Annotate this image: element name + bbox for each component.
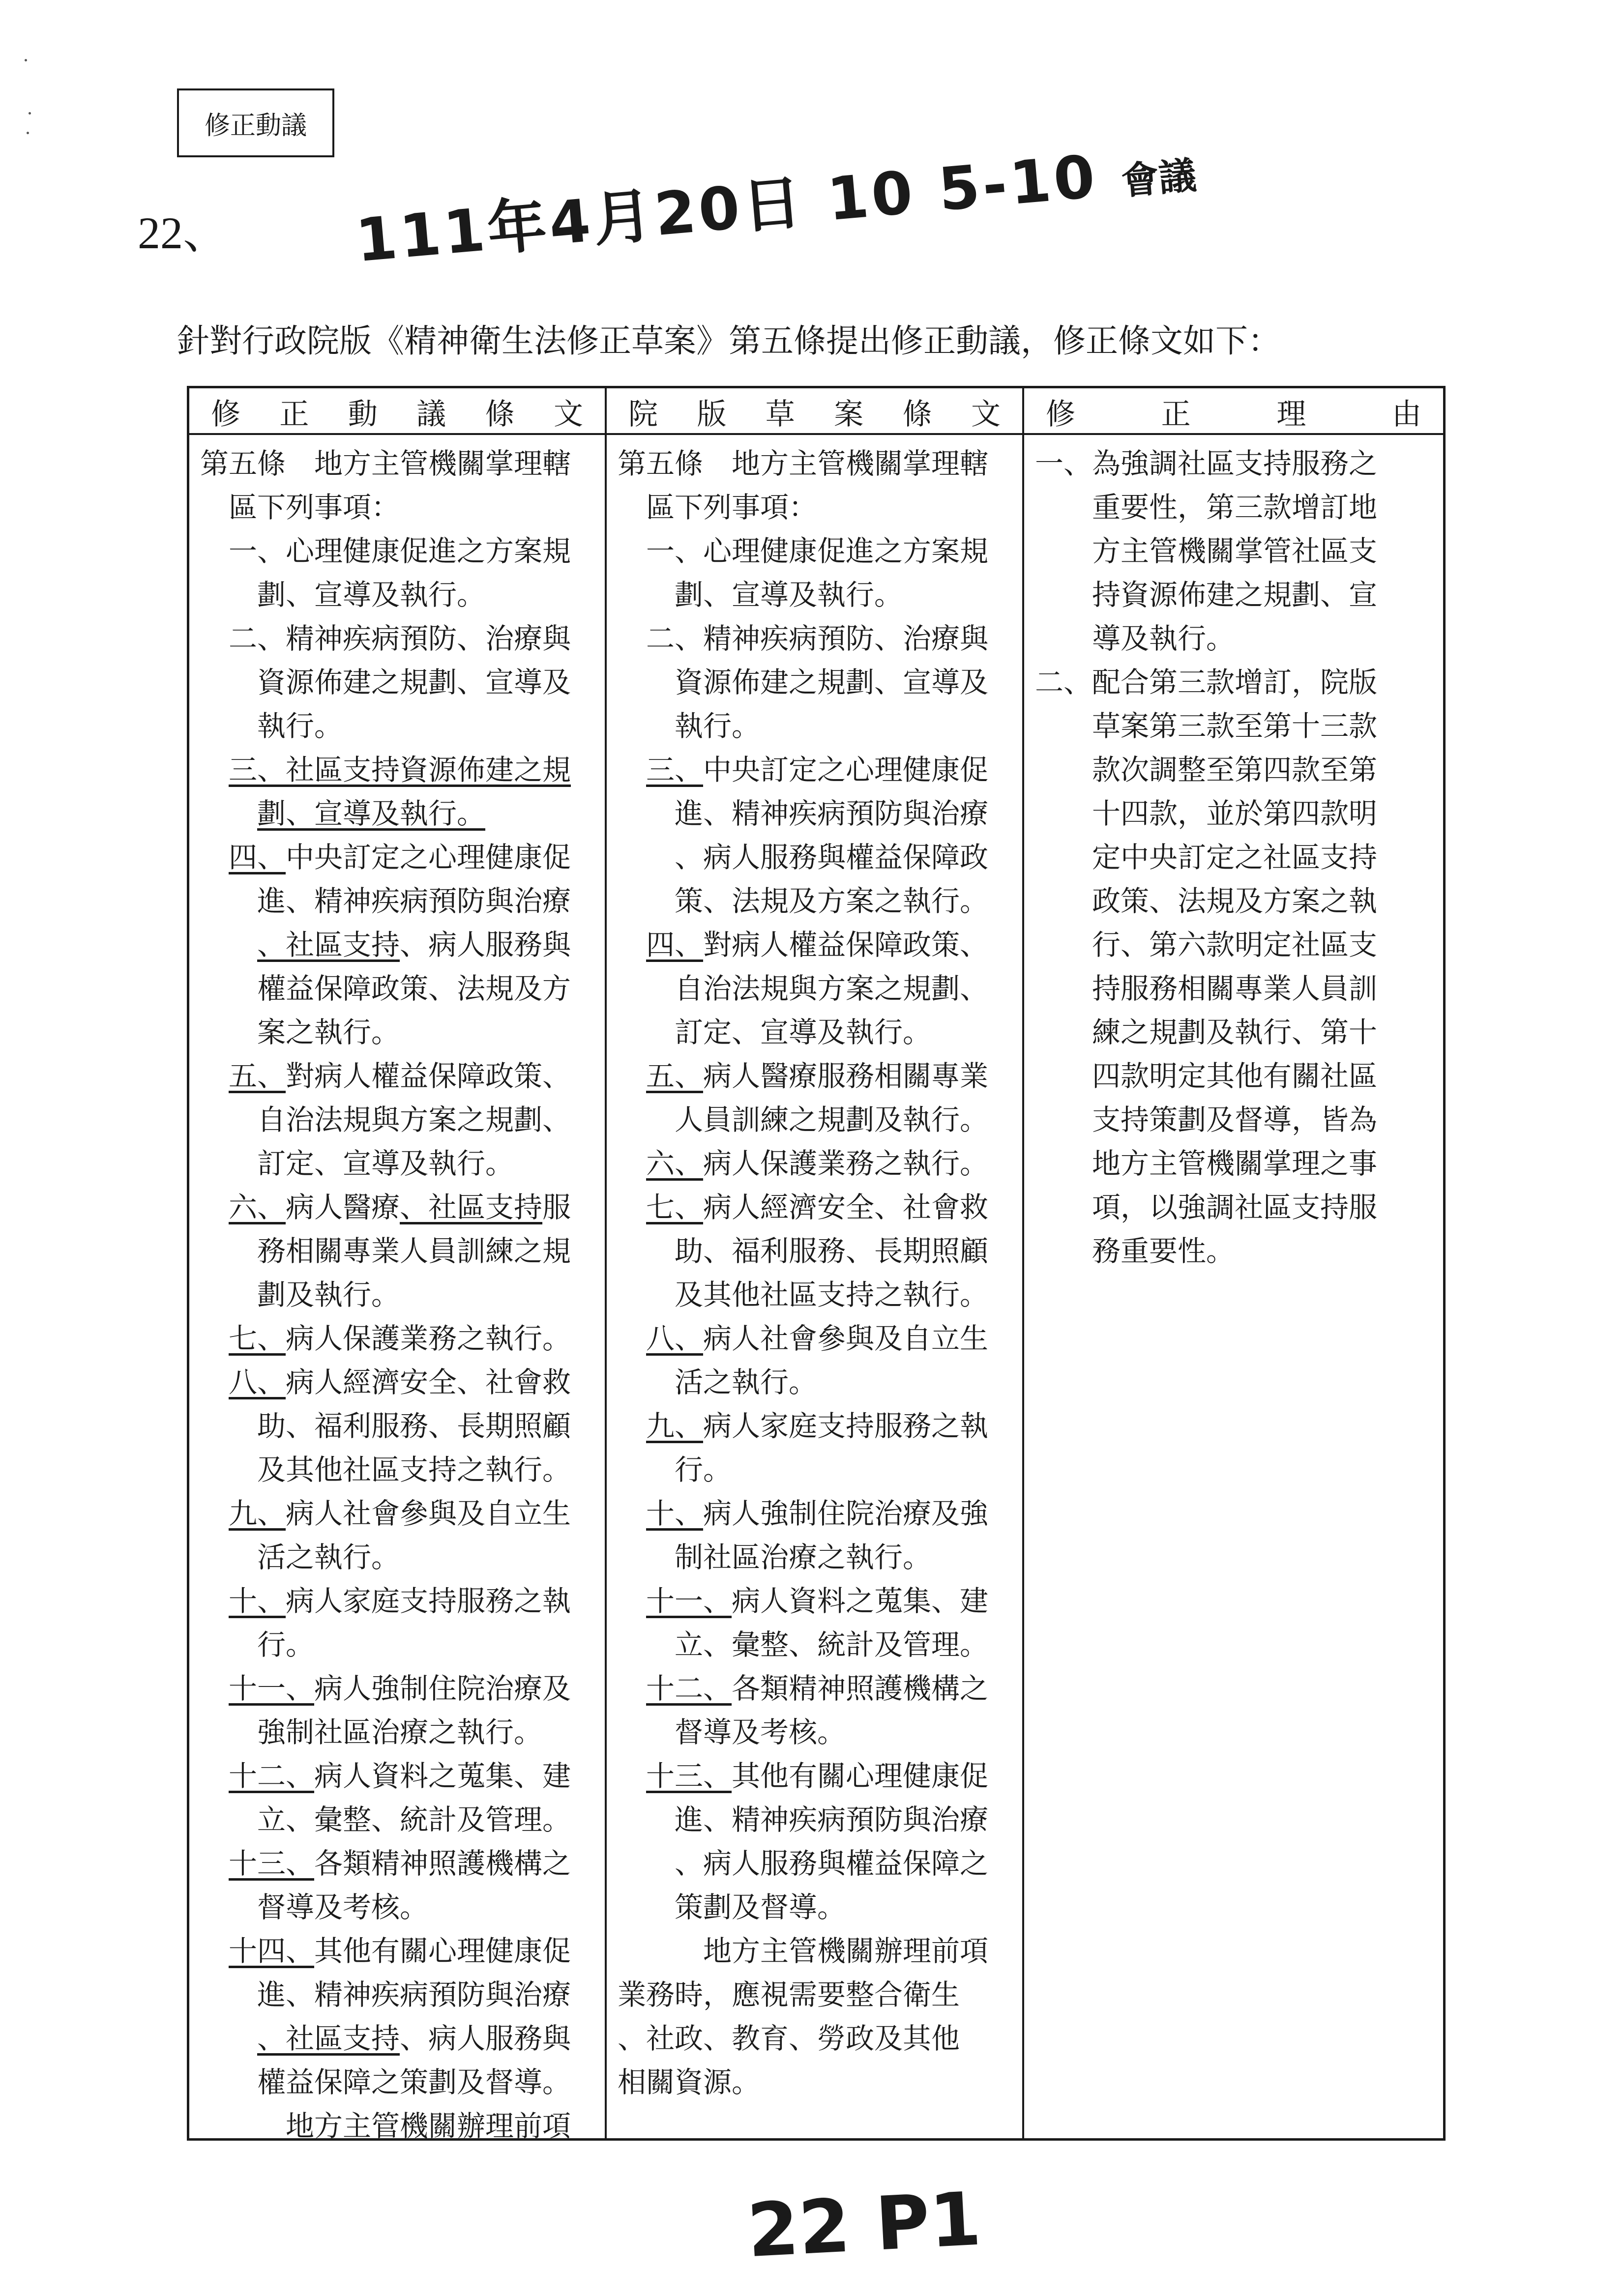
text-segment: 第五條 地方主管機關掌理轄 xyxy=(618,447,989,480)
text-segment: 病人資料之蒐集、建 xyxy=(732,1584,989,1618)
header-char: 正 xyxy=(279,397,309,432)
text-line xyxy=(200,1448,594,1492)
text-segment: 四款明定其他有關社區 xyxy=(1035,1059,1378,1093)
meeting-stamp: 會議 xyxy=(1120,153,1198,203)
text-line xyxy=(1035,879,1432,923)
amended-text-segment: 九、 xyxy=(646,1409,704,1443)
text-segment: 一、心理健康促進之方案規 xyxy=(200,534,571,568)
text-segment: 對病人權益保障政策、 xyxy=(703,928,989,961)
text-line xyxy=(618,1973,1011,2017)
text-line xyxy=(200,1011,594,1054)
text-segment: 二、精神疾病預防、治療與 xyxy=(200,622,571,655)
text-line xyxy=(200,1273,594,1317)
text-segment: 地方主管機關辦理前項 xyxy=(200,2109,571,2143)
text-segment xyxy=(618,1191,646,1224)
text-line xyxy=(1035,1011,1432,1054)
amended-text-segment: 四、 xyxy=(646,928,704,961)
motion-label: 修正動議 xyxy=(204,111,307,141)
text-line xyxy=(200,442,594,486)
text-line xyxy=(618,1404,1011,1448)
amended-text-segment: 三、社區支持資源佈建之規 xyxy=(229,753,571,786)
text-segment: 中央訂定之心理健康促 xyxy=(286,841,571,874)
text-line xyxy=(200,1361,594,1404)
text-segment: 及其他社區支持之執行。 xyxy=(200,1453,571,1486)
text-segment xyxy=(618,1059,646,1093)
scan-speck xyxy=(29,112,31,115)
text-segment xyxy=(618,753,646,786)
text-line xyxy=(1035,1098,1432,1142)
text-line xyxy=(618,1667,1011,1711)
header-char: 理 xyxy=(1276,397,1306,432)
amended-text-segment: 六、 xyxy=(646,1147,704,1180)
text-line xyxy=(618,442,1011,486)
text-line xyxy=(200,1492,594,1536)
text-line xyxy=(1035,529,1432,573)
text-line xyxy=(618,1798,1011,1842)
text-line xyxy=(618,1361,1011,1404)
text-segment: 病人經濟安全、社會救 xyxy=(703,1191,989,1224)
text-segment: 制社區治療之執行。 xyxy=(618,1540,932,1574)
reason-column xyxy=(1024,435,1443,2138)
text-segment: 、病人服務與權益保障政 xyxy=(618,841,989,874)
text-segment: 中央訂定之心理健康促 xyxy=(703,753,989,786)
text-segment xyxy=(618,1147,646,1180)
amended-text-segment: 九、 xyxy=(229,1497,286,1530)
text-line xyxy=(200,1054,594,1098)
text-line xyxy=(200,573,594,617)
header-char: 條 xyxy=(485,397,515,432)
text-segment: 支持策劃及督導，皆為 xyxy=(1035,1103,1378,1136)
text-segment: 病人社會參與及自立生 xyxy=(703,1322,989,1355)
text-segment: 練之規劃及執行、第十 xyxy=(1035,1016,1378,1049)
text-line xyxy=(618,1142,1011,1186)
amended-text-segment: 劃、宣導及執行。 xyxy=(257,797,486,830)
header-char: 正 xyxy=(1161,397,1191,432)
text-line xyxy=(200,617,594,661)
text-line xyxy=(200,2061,594,2104)
text-line xyxy=(618,2017,1011,2061)
amended-text-segment: 十二、 xyxy=(229,1759,315,1793)
text-line xyxy=(618,1492,1011,1536)
text-line xyxy=(200,1142,594,1186)
handwritten-page-number: 22 P1 xyxy=(745,2176,983,2274)
text-line xyxy=(618,967,1011,1011)
text-segment: 人員訓練之規劃及執行。 xyxy=(618,1103,989,1136)
text-segment: 、病人服務與權益保障之 xyxy=(618,1847,989,1880)
text-segment: 二、配合第三款增訂，院版 xyxy=(1035,666,1378,699)
text-segment: 定中央訂定之社區支持 xyxy=(1035,841,1378,874)
text-segment xyxy=(200,928,257,961)
text-segment: 地方主管機關辦理前項 xyxy=(618,1934,989,1968)
text-line xyxy=(618,1229,1011,1273)
text-line xyxy=(200,1711,594,1754)
text-line xyxy=(1035,617,1432,661)
text-segment: 各類精神照護機構之 xyxy=(732,1672,989,1705)
amended-text-segment: 七、 xyxy=(229,1322,286,1355)
text-line xyxy=(200,1536,594,1579)
text-line xyxy=(618,1317,1011,1361)
amended-text-segment: 十、 xyxy=(229,1584,286,1618)
text-segment: 政策、法規及方案之執 xyxy=(1035,884,1378,918)
amended-text-segment: 六、 xyxy=(229,1191,286,1224)
text-segment xyxy=(618,1322,646,1355)
text-line xyxy=(1035,661,1432,704)
text-line xyxy=(618,704,1011,748)
text-segment: 第五條 地方主管機關掌理轄 xyxy=(200,447,571,480)
text-line xyxy=(618,1623,1011,1667)
text-line xyxy=(1035,923,1432,967)
text-segment: 相關資源。 xyxy=(618,2065,761,2099)
text-segment: 服 xyxy=(542,1191,571,1224)
amended-text-segment: 十一、 xyxy=(229,1672,315,1705)
text-segment: 病人保護業務之執行。 xyxy=(286,1322,571,1355)
amended-text-segment: 十、 xyxy=(646,1497,704,1530)
text-segment: 地方主管機關掌理之事 xyxy=(1035,1147,1378,1180)
text-segment: 業務時，應視需要整合衛生 xyxy=(618,1978,960,2011)
text-segment: 行。 xyxy=(200,1628,315,1661)
amendment-table xyxy=(187,386,1446,2141)
text-segment xyxy=(200,1934,229,1968)
text-segment: 助、福利服務、長期照顧 xyxy=(200,1409,571,1443)
text-segment xyxy=(200,1497,229,1530)
text-segment: 其他有關心理健康促 xyxy=(732,1759,989,1793)
text-line xyxy=(618,2061,1011,2104)
amended-text-segment: 四、 xyxy=(229,841,286,874)
text-segment: 活之執行。 xyxy=(200,1540,400,1574)
text-line xyxy=(200,1404,594,1448)
text-segment: 資源佈建之規劃、宣導及 xyxy=(618,666,989,699)
text-segment: 、病人服務與 xyxy=(400,928,571,961)
text-segment: 病人經濟安全、社會救 xyxy=(286,1366,571,1399)
original-column xyxy=(607,435,1022,2138)
text-line xyxy=(618,1186,1011,1229)
text-line xyxy=(200,1929,594,1973)
text-line xyxy=(200,661,594,704)
text-line xyxy=(618,1098,1011,1142)
text-segment: 策、法規及方案之執行。 xyxy=(618,884,989,918)
text-segment: 進、精神疾病預防與治療 xyxy=(618,1803,989,1836)
text-line xyxy=(200,879,594,923)
text-line xyxy=(200,1842,594,1886)
text-segment: 訂定、宣導及執行。 xyxy=(200,1147,514,1180)
intro-sentence: 針對行政院版《精神衛生法修正草案》第五條提出修正動議，修正條文如下： xyxy=(177,322,1280,360)
text-segment xyxy=(618,1497,646,1530)
amended-text-segment: 十二、 xyxy=(646,1672,732,1705)
amended-text-segment: 三、 xyxy=(646,753,704,786)
text-line xyxy=(618,879,1011,923)
text-line xyxy=(200,836,594,879)
scan-speck xyxy=(25,59,27,61)
header-amendment-text xyxy=(189,388,605,435)
table-header-row xyxy=(189,388,1443,435)
text-segment: 方主管機關掌管社區支 xyxy=(1035,534,1378,568)
text-line xyxy=(1035,1186,1432,1229)
text-segment xyxy=(200,841,229,874)
text-segment: 十四款，並於第四款明 xyxy=(1035,797,1378,830)
text-line xyxy=(1035,1142,1432,1186)
amended-text-segment: 八、 xyxy=(646,1322,704,1355)
text-segment: 其他有關心理健康促 xyxy=(314,1934,571,1968)
amended-text-segment: 、社區支持 xyxy=(400,1191,543,1224)
text-segment: 訂定、宣導及執行。 xyxy=(618,1016,932,1049)
text-segment: 重要性，第三款增訂地 xyxy=(1035,491,1378,524)
text-line xyxy=(200,2104,594,2148)
text-line xyxy=(1035,486,1432,529)
amended-text-segment: 十四、 xyxy=(229,1934,315,1968)
text-segment: 各類精神照護機構之 xyxy=(314,1847,571,1880)
amendment-column xyxy=(189,435,605,2143)
text-segment: 進、精神疾病預防與治療 xyxy=(200,1978,571,2011)
item-number: 22、 xyxy=(138,208,229,258)
text-line xyxy=(618,661,1011,704)
text-segment: 及其他社區支持之執行。 xyxy=(618,1278,989,1311)
text-segment xyxy=(200,753,229,786)
text-segment xyxy=(200,1847,229,1880)
text-line xyxy=(618,1842,1011,1886)
header-reason xyxy=(1024,388,1443,435)
text-segment: 進、精神疾病預防與治療 xyxy=(618,797,989,830)
text-segment: 導及執行。 xyxy=(1035,622,1235,655)
text-line xyxy=(200,1317,594,1361)
text-segment xyxy=(200,1672,229,1705)
amended-text-segment: 、社區支持 xyxy=(257,928,400,961)
text-line xyxy=(618,617,1011,661)
text-segment: 資源佈建之規劃、宣導及 xyxy=(200,666,571,699)
text-segment: 病人醫療 xyxy=(286,1191,400,1224)
text-segment: 病人強制住院治療及強 xyxy=(703,1497,989,1530)
text-segment xyxy=(618,1584,646,1618)
text-line xyxy=(200,748,594,792)
text-segment: 行。 xyxy=(618,1453,732,1486)
text-line xyxy=(618,748,1011,792)
text-segment: 草案第三款至第十三款 xyxy=(1035,709,1378,743)
text-segment: 案之執行。 xyxy=(200,1016,400,1049)
header-char: 案 xyxy=(834,397,864,432)
header-char: 文 xyxy=(971,397,1001,432)
text-line xyxy=(1035,1054,1432,1098)
text-segment: 病人家庭支持服務之執 xyxy=(286,1584,571,1618)
text-segment: 督導及考核。 xyxy=(200,1890,429,1924)
text-segment: 劃及執行。 xyxy=(200,1278,400,1311)
text-line xyxy=(200,1754,594,1798)
text-line xyxy=(618,1579,1011,1623)
text-segment: 權益保障政策、法規及方 xyxy=(200,972,571,1005)
text-line xyxy=(200,1186,594,1229)
header-char: 修 xyxy=(1046,397,1075,432)
text-segment: 區下列事項： xyxy=(200,491,400,524)
text-line xyxy=(1035,748,1432,792)
text-segment: 執行。 xyxy=(200,709,343,743)
text-line xyxy=(618,1011,1011,1054)
text-segment: 一、為強調社區支持服務之 xyxy=(1035,447,1378,480)
text-line xyxy=(200,1886,594,1929)
amended-text-segment: 八、 xyxy=(229,1366,286,1399)
text-segment: 病人資料之蒐集、建 xyxy=(314,1759,571,1793)
scan-speck xyxy=(27,132,29,134)
text-line xyxy=(618,1886,1011,1929)
amended-text-segment: 七、 xyxy=(646,1191,704,1224)
text-segment: 一、心理健康促進之方案規 xyxy=(618,534,989,568)
text-segment: 病人社會參與及自立生 xyxy=(286,1497,571,1530)
text-line xyxy=(200,1098,594,1142)
amended-text-segment: 、社區支持 xyxy=(257,2022,400,2055)
text-line xyxy=(200,1798,594,1842)
text-line xyxy=(1035,1229,1432,1273)
text-segment: 立、彙整、統計及管理。 xyxy=(200,1803,571,1836)
header-char: 條 xyxy=(902,397,932,432)
text-line xyxy=(618,486,1011,529)
text-line xyxy=(618,836,1011,879)
header-char: 院 xyxy=(628,397,658,432)
text-segment: 、社政、教育、勞政及其他 xyxy=(618,2022,960,2055)
handwritten-date xyxy=(352,121,1199,279)
text-segment: 劃、宣導及執行。 xyxy=(618,578,903,611)
text-segment: 自治法規與方案之規劃、 xyxy=(200,1103,571,1136)
text-line xyxy=(618,1536,1011,1579)
text-segment: 務重要性。 xyxy=(1035,1234,1235,1268)
text-segment: 、病人服務與 xyxy=(400,2022,571,2055)
text-line xyxy=(200,529,594,573)
text-line xyxy=(618,573,1011,617)
header-char: 修 xyxy=(211,397,240,432)
text-segment: 項，以強調社區支持服 xyxy=(1035,1191,1378,1224)
text-line xyxy=(618,1273,1011,1317)
header-char: 草 xyxy=(765,397,795,432)
text-segment: 款次調整至第四款至第 xyxy=(1035,753,1378,786)
text-segment: 持資源佈建之規劃、宣 xyxy=(1035,578,1378,611)
amended-text-segment: 十三、 xyxy=(229,1847,315,1880)
text-segment: 病人保護業務之執行。 xyxy=(703,1147,989,1180)
text-line xyxy=(200,1229,594,1273)
text-segment xyxy=(200,1059,229,1093)
text-line xyxy=(200,704,594,748)
text-segment: 權益保障之策劃及督導。 xyxy=(200,2065,571,2099)
text-line xyxy=(200,1667,594,1711)
text-line xyxy=(200,2017,594,2061)
header-original-text xyxy=(607,388,1022,435)
text-segment xyxy=(200,1584,229,1618)
text-line xyxy=(200,923,594,967)
text-segment: 進、精神疾病預防與治療 xyxy=(200,884,571,918)
text-segment xyxy=(200,1322,229,1355)
text-segment xyxy=(200,1759,229,1793)
text-line xyxy=(200,1973,594,2017)
text-segment: 策劃及督導。 xyxy=(618,1890,846,1924)
text-segment: 活之執行。 xyxy=(618,1366,818,1399)
text-segment: 病人強制住院治療及 xyxy=(314,1672,571,1705)
text-line xyxy=(618,1711,1011,1754)
header-char: 由 xyxy=(1391,397,1421,432)
amended-text-segment: 五、 xyxy=(229,1059,286,1093)
text-line xyxy=(618,923,1011,967)
header-char: 動 xyxy=(348,397,378,432)
text-segment: 病人家庭支持服務之執 xyxy=(703,1409,989,1443)
amended-text-segment: 十一、 xyxy=(646,1584,732,1618)
text-segment xyxy=(200,2022,257,2055)
text-segment xyxy=(200,1366,229,1399)
text-segment: 立、彙整、統計及管理。 xyxy=(618,1628,989,1661)
text-line xyxy=(1035,573,1432,617)
text-line xyxy=(618,529,1011,573)
text-line xyxy=(1035,442,1432,486)
motion-label-box xyxy=(177,88,334,157)
text-segment: 務相關專業人員訓練之規 xyxy=(200,1234,571,1268)
text-segment xyxy=(200,1191,229,1224)
text-segment xyxy=(200,797,257,830)
text-segment: 執行。 xyxy=(618,709,761,743)
text-segment: 行、第六款明定社區支 xyxy=(1035,928,1378,961)
amended-text-segment: 五、 xyxy=(646,1059,704,1093)
text-segment: 劃、宣導及執行。 xyxy=(200,578,486,611)
text-line xyxy=(200,1579,594,1623)
text-line xyxy=(618,1929,1011,1973)
text-segment: 督導及考核。 xyxy=(618,1715,846,1749)
header-char: 議 xyxy=(416,397,446,432)
header-char: 文 xyxy=(553,397,583,432)
text-line xyxy=(1035,704,1432,748)
text-segment: 對病人權益保障政策、 xyxy=(286,1059,571,1093)
text-segment: 二、精神疾病預防、治療與 xyxy=(618,622,989,655)
text-line xyxy=(618,1054,1011,1098)
text-line xyxy=(200,486,594,529)
text-line xyxy=(200,792,594,836)
text-segment xyxy=(618,1759,646,1793)
text-line xyxy=(618,1754,1011,1798)
text-segment xyxy=(618,928,646,961)
text-segment xyxy=(618,1672,646,1705)
text-line xyxy=(1035,792,1432,836)
text-line xyxy=(1035,967,1432,1011)
text-segment xyxy=(618,1409,646,1443)
text-segment: 病人醫療服務相關專業 xyxy=(703,1059,989,1093)
text-line xyxy=(200,1623,594,1667)
text-segment: 強制社區治療之執行。 xyxy=(200,1715,543,1749)
text-segment: 區下列事項： xyxy=(618,491,818,524)
text-line xyxy=(618,1448,1011,1492)
amended-text-segment: 十三、 xyxy=(646,1759,732,1793)
text-segment: 助、福利服務、長期照顧 xyxy=(618,1234,989,1268)
text-line xyxy=(200,967,594,1011)
header-char: 版 xyxy=(697,397,727,432)
text-line xyxy=(1035,836,1432,879)
handwritten-date-text: 111年4月20日 10 5-10 xyxy=(353,142,1101,276)
text-segment: 自治法規與方案之規劃、 xyxy=(618,972,989,1005)
text-segment: 持服務相關專業人員訓 xyxy=(1035,972,1378,1005)
text-line xyxy=(618,792,1011,836)
